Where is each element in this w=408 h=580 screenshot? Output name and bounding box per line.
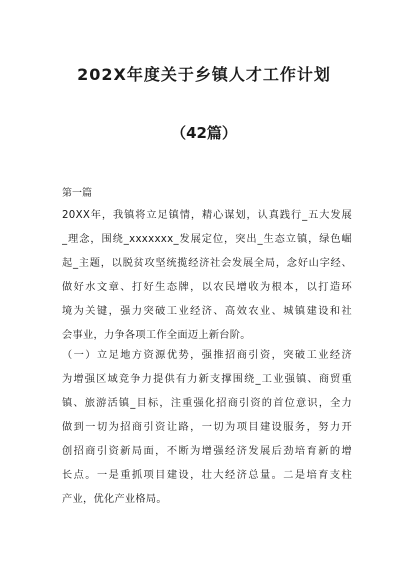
paragraph-line: （一）立足地方资源优势，强推招商引资，突破工业经济: [62, 350, 352, 361]
document-subtitle: （42篇）: [171, 124, 237, 142]
paragraph-line: 起_主题，以脱贫攻坚统揽经济社会发展全局，念好山字经、: [62, 258, 352, 269]
paragraph-line: 境为关键，强力突破工业经济、高效农业、城镇建设和社: [62, 306, 352, 317]
paragraph-line: 产业，优化产业格局。: [62, 494, 167, 505]
paragraph-line: 做好水文章、打好生态牌，以农民增收为根本，以打造环: [62, 282, 352, 293]
section-heading: 第一篇: [62, 188, 92, 199]
document-title: 202X年度关于乡镇人才工作计划: [77, 65, 331, 84]
paragraph-line: 创招商引资新局面，不断为增强经济发展后劲培育新的增: [62, 446, 352, 457]
paragraph-line: 做到一切为招商引资让路，一切为项目建设服务，努力开: [62, 422, 352, 433]
paragraph-line: 长点。一是重抓项目建设，壮大经济总量。二是培育支柱: [62, 470, 352, 481]
paragraph-line: 镇、旅游活镇_目标，注重强化招商引资的首位意识，全力: [62, 398, 352, 409]
paragraph-2: [62, 344, 352, 512]
paragraph-line: _理念，围绕_xxxxxxx_发展定位，突出_生态立镇，绿色崛: [62, 234, 352, 245]
paragraph-line: 为增强区域竞争力提供有力新支撑围绕_工业强镇、商贸重: [62, 374, 352, 385]
paragraph-1: [62, 204, 352, 348]
paragraph-line: 20XX年，我镇将立足镇情，精心谋划，认真践行_五大发展: [62, 210, 352, 221]
paragraph-line: 会事业，力争各项工作全面迈上新台阶。: [62, 330, 251, 341]
